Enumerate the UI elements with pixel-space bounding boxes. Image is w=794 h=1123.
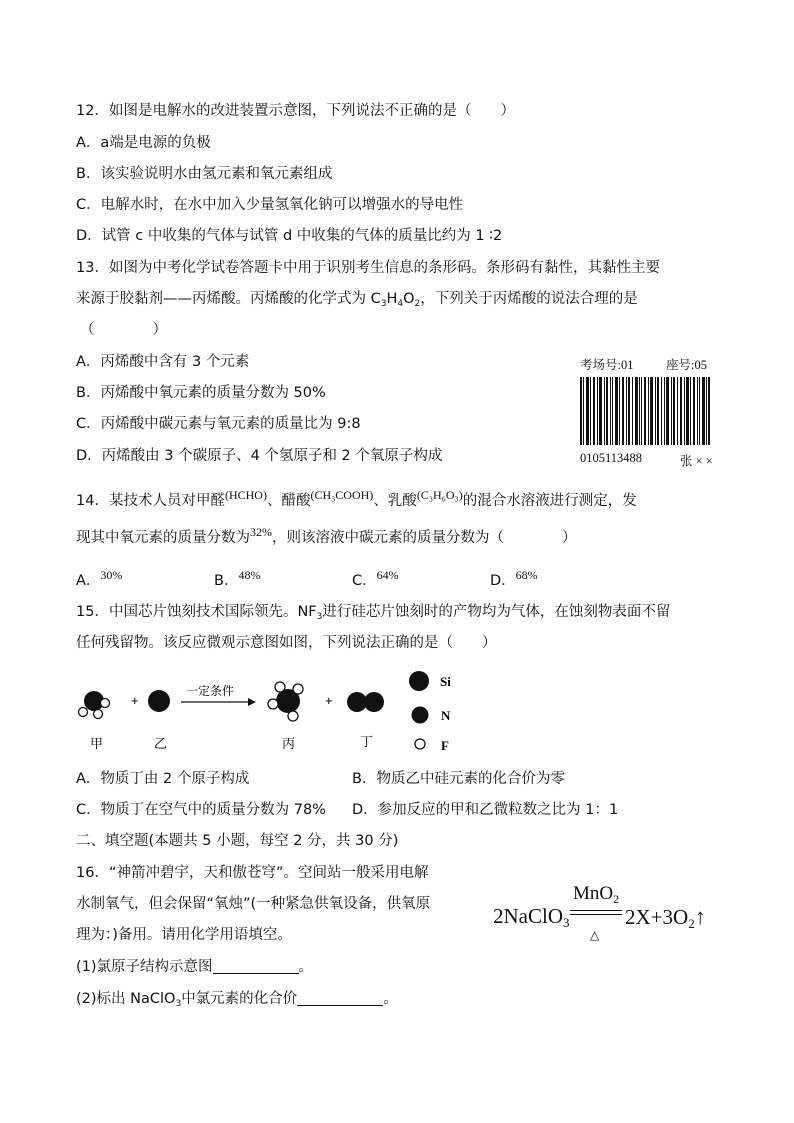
arrow-head: [248, 698, 256, 706]
subscript: 2: [688, 916, 695, 931]
q12-stem: 12．如图是电解水的改进装置示意图，下列说法不正确的是（ ）: [76, 103, 515, 119]
equation-catalyst-text: MnO: [573, 883, 614, 904]
equation-product-text: 2X+3O: [625, 905, 689, 929]
formula-c3h6o3: (C₃H₆O₃): [416, 488, 463, 502]
subscript: 4: [397, 299, 404, 309]
q15-text: 15．中国芯片蚀刻技术国际领先。NF: [76, 604, 317, 620]
answer-blank[interactable]: [213, 959, 299, 974]
q14-option-b: [214, 565, 260, 591]
q13-stem-line1: 13．如图为中考化学试卷答题卡中用于识别考生信息的条形码。条形码有黏性，其黏性主要: [76, 260, 660, 276]
q13-text: 来源于胶黏剂——丙烯酸。丙烯酸的化学式为 C: [76, 291, 381, 307]
q14-option-c: [352, 565, 399, 591]
legend-si-symbol: [409, 671, 429, 691]
exam-room-number: 考场号:01: [580, 358, 634, 372]
subscript: 3: [563, 915, 570, 930]
q15-text: 进行硅芯片蚀刻时的产物均为气体，在蚀刻物表面不留: [322, 604, 671, 620]
q16-sub2-text: 中氯元素的化合价: [181, 991, 298, 1007]
molecule-ding: [347, 692, 384, 712]
q15-option-a: A．物质丁由 2 个原子构成: [76, 771, 250, 787]
q16-sub1-text: (1)氯原子结构示意图: [76, 959, 213, 975]
q13-option-c: C．丙烯酸中碳元素与氧元素的质量比为 9:8: [76, 416, 361, 432]
label-ding: 丁: [360, 735, 374, 750]
reaction-micro-diagram: [70, 668, 470, 758]
legend-n-label: N: [441, 708, 451, 723]
molecule-bing: [268, 682, 303, 721]
section-heading: 二、填空题(本题共 5 小题，每空 2 分，共 30 分): [76, 833, 399, 849]
barcode-number: 0105113488: [580, 451, 643, 465]
equation-bar-bottom: [570, 914, 622, 915]
period: 。: [383, 991, 398, 1007]
q14-text: 14．某技术人员对甲醛: [76, 493, 225, 509]
label-yi: 乙: [154, 737, 168, 752]
equation-product: [625, 904, 706, 932]
answer-blank[interactable]: [297, 991, 383, 1006]
q13-option-a: A．丙烯酸中含有 3 个元素: [76, 354, 250, 370]
option-value: 30%: [100, 568, 123, 582]
q16-stem-line2: 水制氧气，但会保留“氧烛”(一种紧急供氧设备，供氧原: [76, 896, 431, 912]
q13-answer-paren: （ ）: [80, 322, 167, 338]
q14-text: 、醋酸: [266, 493, 311, 509]
equation-reactant-text: 2NaClO: [493, 904, 563, 928]
plus-sign: +: [325, 693, 333, 708]
q14-text: 的混合水溶液进行测定，发: [462, 493, 637, 509]
q12-option-c: C．电解水时，在水中加入少量氢氧化钠可以增强水的导电性: [76, 197, 464, 213]
plus-sign: +: [131, 693, 139, 708]
q12-option-d: D．试管 c 中收集的气体与试管 d 中收集的气体的质量比约为 1 ∶2: [76, 228, 503, 244]
q16-stem-line1: 16．“神箭冲碧宇，天和傲苍穹”。空间站一般采用电解: [76, 865, 429, 881]
student-name: 张 × ×: [680, 454, 713, 468]
period: 。: [298, 959, 314, 975]
q13-text: ，下列关于丙烯酸的说法合理的是: [420, 291, 638, 307]
legend-si-label: Si: [440, 674, 451, 689]
q14-text: ，则该溶液中碳元素的质量分数为（ ）: [272, 530, 577, 546]
q16-sub1: [76, 957, 313, 977]
q14-text: 、乳酸: [373, 493, 417, 509]
formula-hcho: (HCHO): [224, 488, 267, 502]
q16-stem-line3: 理为：)备用。请用化学用语填空。: [76, 927, 292, 943]
option-value: 68%: [515, 568, 538, 582]
q14-text: 现其中氧元素的质量分数为: [76, 530, 250, 546]
subscript: 2: [414, 299, 421, 309]
q16-sub2-text: (2)标出 NaClO: [76, 991, 176, 1007]
option-label: C．: [352, 573, 377, 589]
q14-stem-line1: [76, 485, 637, 511]
barcode-label: [578, 355, 723, 470]
reaction-condition: 一定条件: [186, 684, 235, 698]
q14-option-d: [490, 565, 538, 591]
q15-option-b: B．物质乙中硅元素的化合价为零: [352, 771, 565, 787]
legend-f-label: F: [441, 738, 449, 753]
molecule-jia: [79, 691, 110, 719]
q13-text: O: [403, 291, 415, 307]
equation-reactant: [493, 904, 570, 931]
q13-stem-line2: [76, 289, 638, 314]
q15-stem-line1: [76, 602, 670, 627]
label-bing: 丙: [282, 737, 296, 752]
option-value: 48%: [238, 568, 261, 582]
q13-option-b: B．丙烯酸中氧元素的质量分数为 50%: [76, 385, 326, 401]
q14-stem-line2: [76, 522, 577, 548]
option-label: B．: [214, 573, 239, 589]
oxygen-percent: 32%: [250, 525, 272, 539]
barcode-image: [580, 377, 710, 445]
legend-n-symbol: [412, 707, 429, 724]
q13-text: H: [386, 291, 398, 307]
q16-sub2: [76, 989, 398, 1014]
q15-option-c: C．物质丁在空气中的质量分数为 78%: [76, 802, 326, 818]
heat-symbol: △: [590, 928, 600, 942]
equation-bar-top: [570, 910, 622, 911]
option-label: A．: [76, 573, 101, 589]
q12-option-a: A．a端是电源的负极: [76, 135, 211, 151]
subscript: 3: [175, 999, 182, 1009]
legend-f-symbol: [415, 739, 425, 749]
seat-number: 座号:05: [666, 358, 707, 372]
q15-stem-line2: 任何残留物。该反应微观示意图如图，下列说法正确的是（ ）: [76, 635, 497, 651]
subscript: 2: [613, 892, 620, 906]
gas-arrow: ↑: [694, 904, 706, 929]
subscript: 3: [380, 299, 387, 309]
subscript: 3: [316, 612, 323, 622]
option-label: D．: [490, 573, 516, 589]
option-value: 64%: [376, 568, 399, 582]
q14-option-a: [76, 565, 122, 591]
q12-option-b: B．该实验说明水由氢元素和氧元素组成: [76, 166, 333, 182]
equation-catalyst: [573, 883, 619, 907]
molecule-yi: [148, 690, 170, 712]
q15-option-d: D．参加反应的甲和乙微粒数之比为 1：1: [352, 802, 619, 818]
formula-ch3cooh: (CH₃COOH): [310, 488, 374, 502]
chemical-equation: [490, 880, 730, 950]
q13-option-d: D．丙烯酸由 3 个碳原子、4 个氢原子和 2 个氧原子构成: [76, 448, 443, 464]
label-jia: 甲: [90, 737, 104, 752]
